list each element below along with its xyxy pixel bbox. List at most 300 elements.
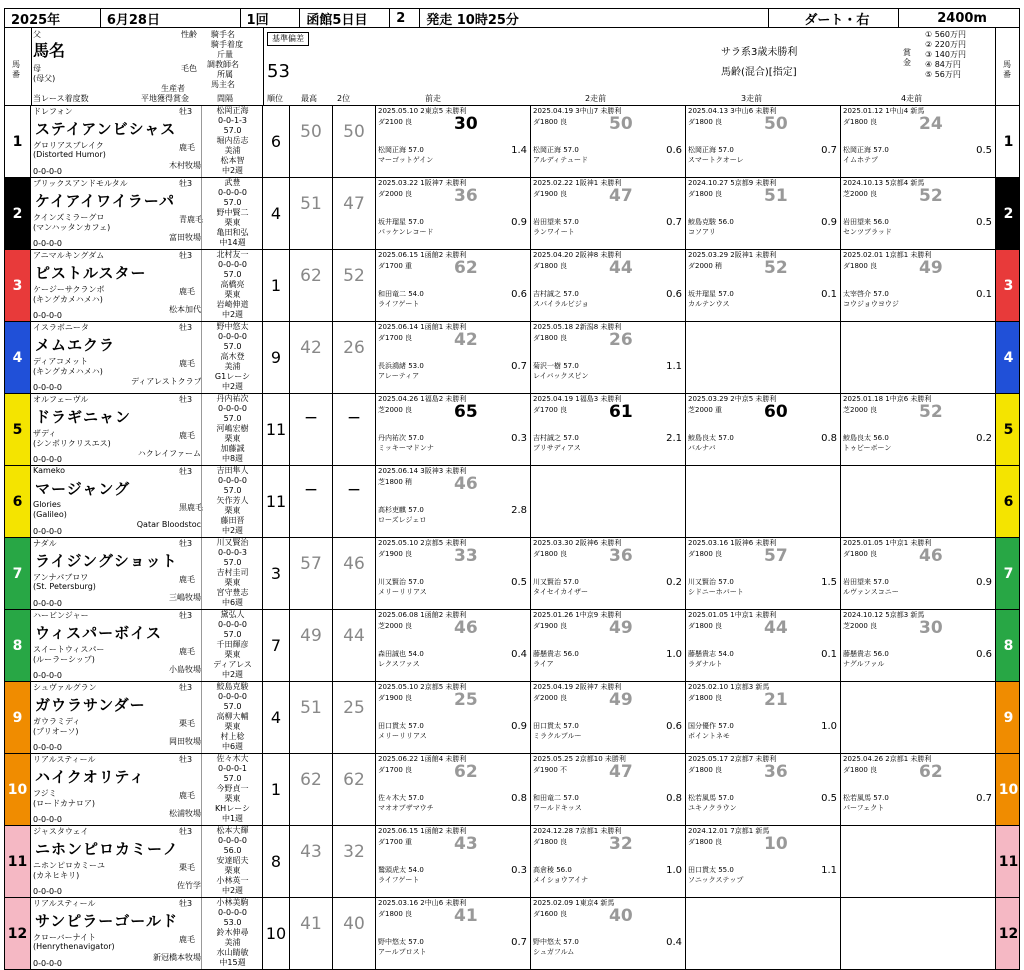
past-race-1[interactable] [376, 394, 531, 465]
past-race-3[interactable] [686, 610, 841, 681]
race-index: 52 [919, 186, 943, 206]
sire-name: ナダル [33, 539, 57, 548]
race-index: 60 [764, 402, 788, 422]
horse-info [31, 538, 263, 609]
race-cond: ダ1800 良 [688, 190, 723, 198]
race-index: 51 [764, 186, 788, 206]
jockey-field: 57.0 [223, 630, 242, 639]
jockey-field: 美浦 [224, 362, 241, 371]
prize-2: ② 220万円 [925, 40, 966, 49]
race-date: 2025.03.30 2阪神6 未勝利 [533, 539, 622, 547]
past-race-2[interactable] [531, 898, 686, 969]
horse-number-right: 1 [995, 106, 1020, 177]
horse-name[interactable]: ドラギニャン [35, 408, 132, 426]
race-winner: レイバックスピン [533, 372, 589, 380]
horse-row[interactable] [4, 682, 1020, 754]
horse-row[interactable] [4, 754, 1020, 826]
col-owner: 馬主名 [211, 80, 235, 89]
past-race-1[interactable] [376, 106, 531, 177]
race-cond: ダ1800 良 [843, 766, 878, 774]
race-cond: ダ2000 稍 [688, 262, 723, 270]
jockey-field: 57.0 [223, 414, 242, 423]
race-date: 2025.06.14 1函館1 未勝利 [378, 323, 467, 331]
past-race-1[interactable] [376, 250, 531, 321]
past-race-2[interactable] [531, 250, 686, 321]
index-second [333, 250, 376, 321]
past-race-3[interactable] [686, 826, 841, 897]
race-cond: ダ1900 良 [378, 550, 413, 558]
race-winner: アレーティア [378, 372, 420, 380]
jockey-field: 武豊 [224, 178, 241, 187]
rank: 11 [263, 394, 290, 465]
horse-name[interactable]: ニホンピロカミーノ [35, 840, 179, 858]
race-cond: 馬齢(混合)[指定] [721, 67, 797, 78]
jockey-block [201, 754, 263, 825]
past-race-4 [841, 322, 996, 393]
horse-row[interactable] [4, 466, 1020, 538]
race-margin: 2.1 [666, 433, 682, 444]
horse-number-right: 12 [995, 898, 1020, 969]
jockey-field: 川又賢治 [216, 538, 249, 547]
sex-age: 牡3 [179, 251, 193, 260]
breeder: 新冠橋本牧場 [153, 953, 201, 962]
col-uma: 馬番 [12, 60, 20, 79]
race-index: 36 [454, 186, 478, 206]
dam-name: グロリアスブレイク [33, 141, 104, 150]
race-jockey: 佐々木大 57.0 [378, 794, 424, 802]
race-cond: ダ1700 良 [378, 766, 413, 774]
race-index: 24 [919, 114, 943, 134]
race-winner: ミラクルブルー [533, 732, 582, 740]
broodmare-sire: (マンハッタンカフェ) [33, 223, 111, 232]
index-second [333, 754, 376, 825]
past-race-1[interactable] [376, 538, 531, 609]
jockey-field: 栗東 [224, 722, 241, 731]
horse-name[interactable]: ケイアイワイラーパ [35, 192, 175, 210]
past-race-1[interactable] [376, 898, 531, 969]
past-race-2[interactable] [531, 106, 686, 177]
horse-name[interactable]: ステイアンビシャス [35, 120, 177, 138]
race-date: 2024.10.27 5京都9 未勝利 [688, 179, 777, 187]
horse-row[interactable] [4, 250, 1020, 322]
race-winner: ライフゲート [378, 300, 420, 308]
race-jockey: 藤懸貴志 54.0 [688, 650, 734, 658]
coat-color: 鹿毛 [179, 143, 195, 152]
col-coat: 毛色 [181, 64, 197, 73]
index-value: − [346, 480, 362, 500]
horse-info [31, 106, 263, 177]
coat-color: 鹿毛 [179, 431, 195, 440]
jockey-field: 美浦 [224, 938, 241, 947]
past-race-1[interactable] [376, 466, 531, 537]
race-margin: 0.7 [821, 145, 837, 156]
race-winner: バルナバ [688, 444, 716, 452]
race-cond: ダ1800 良 [688, 694, 723, 702]
race-jockey: 鮫島良太 57.0 [688, 434, 734, 442]
horse-number-right: 10 [995, 754, 1020, 825]
horse-info [31, 394, 263, 465]
race-index: 40 [609, 906, 633, 926]
race-date: 2025.05.18 2新潟8 未勝利 [533, 323, 622, 331]
broodmare-sire: (カネヒキリ) [33, 871, 80, 880]
broodmare-sire: (ルーラーシップ) [33, 655, 95, 664]
past-race-1[interactable] [376, 826, 531, 897]
horse-name[interactable]: ライジングショット [35, 552, 178, 570]
race-margin: 0.6 [666, 721, 682, 732]
race-index: 42 [454, 330, 478, 350]
sire-name: イスラボニータ [33, 323, 89, 332]
index-value: 44 [343, 626, 365, 646]
jockey-field: 0-0-0-0 [217, 620, 248, 629]
race-margin: 1.1 [821, 865, 837, 876]
jockey-field: 中2週 [221, 670, 244, 679]
horse-row[interactable] [4, 106, 1020, 178]
past-race-3[interactable] [686, 754, 841, 825]
index-second [333, 394, 376, 465]
coat-color: 鹿毛 [179, 359, 195, 368]
index-second [333, 538, 376, 609]
race-margin: 1.1 [666, 361, 682, 372]
rank: 3 [263, 538, 290, 609]
horse-number-right: 7 [995, 538, 1020, 609]
race-cond: ダ1800 良 [533, 838, 568, 846]
jockey-field: 高柳大輔 [216, 712, 249, 721]
race-cond: ダ1700 重 [378, 262, 413, 270]
broodmare-sire: (プリオーソ) [33, 727, 79, 736]
race-winner: メリーリリアス [378, 732, 427, 740]
prev3-label: 3走前 [741, 94, 763, 103]
horse-info [31, 898, 263, 969]
horse-number: 12 [5, 898, 31, 969]
index-best [290, 754, 333, 825]
broodmare-sire: (Henrythenavigator) [33, 942, 115, 951]
race-margin: 0.9 [976, 577, 992, 588]
jockey-field: 57.0 [223, 198, 242, 207]
race-cond: 芝2000 良 [378, 622, 413, 630]
past-race-2[interactable] [531, 826, 686, 897]
sire-name: ブリックスアンドモルタル [33, 179, 128, 188]
dam-name: ザディ [33, 429, 57, 438]
past-race-4[interactable] [841, 610, 996, 681]
past-race-4 [841, 682, 996, 753]
breeder: 岡田牧場 [169, 737, 201, 746]
horse-info [31, 466, 263, 537]
horse-number-right: 8 [995, 610, 1020, 681]
horse-row[interactable] [4, 826, 1020, 898]
index-value: 51 [300, 698, 322, 718]
jockey-field: 矢作芳人 [216, 496, 249, 505]
prize-5: ⑤ 56万円 [925, 70, 961, 79]
past-race-4[interactable] [841, 250, 996, 321]
past-race-3[interactable] [686, 394, 841, 465]
race-index: 49 [919, 258, 943, 278]
race-index: 43 [454, 834, 478, 854]
race-cond: ダ1800 良 [378, 910, 413, 918]
rank: 4 [263, 682, 290, 753]
dam-name: クインズミラーグロ [33, 213, 105, 222]
jockey-field: 0-0-1-3 [217, 116, 248, 125]
horse-row[interactable] [4, 610, 1020, 682]
index-value: 57 [300, 554, 322, 574]
horse-row[interactable] [4, 898, 1020, 970]
race-cond: ダ1800 良 [688, 118, 723, 126]
past-race-2[interactable] [531, 178, 686, 249]
horse-name[interactable]: ガウラサンダー [35, 696, 146, 714]
year: 2025年 [5, 9, 101, 27]
horse-name[interactable]: メムエクラ [35, 336, 116, 354]
track: 函館5日目 [300, 9, 390, 27]
sex-age: 牡3 [179, 467, 193, 476]
horse-row[interactable] [4, 394, 1020, 466]
jockey-field: 0-0-0-0 [217, 836, 248, 845]
course-record: 0-0-0-0 [33, 311, 63, 320]
past-race-4[interactable] [841, 394, 996, 465]
race-margin: 0.2 [666, 577, 682, 588]
sire-name: リアルスティール [33, 899, 96, 908]
sire-name: シュヴァルグラン [33, 683, 97, 692]
index-best [290, 178, 333, 249]
race-jockey: 鮫島良太 56.0 [843, 434, 889, 442]
jockey-field: 加藤誠 [220, 444, 245, 453]
race-date: 2025.01.18 1中京6 未勝利 [843, 395, 932, 403]
race-jockey: 川又賢治 57.0 [378, 578, 424, 586]
race-winner: メイショウアイナ [533, 876, 589, 884]
race-index: 30 [919, 618, 943, 638]
past-race-3 [686, 466, 841, 537]
jockey-field: 中2週 [221, 166, 244, 175]
jockey-field: 中14週 [219, 238, 246, 247]
past-race-4[interactable] [841, 754, 996, 825]
jockey-field: 56.0 [223, 846, 242, 855]
past-race-4 [841, 466, 996, 537]
race-date: 2025.04.19 1福島3 未勝利 [533, 395, 622, 403]
jockey-field: 松本智 [220, 156, 245, 165]
race-margin: 0.6 [666, 289, 682, 300]
jockey-block [201, 538, 263, 609]
jockey-field: 栗東 [224, 650, 241, 659]
race-margin: 0.7 [666, 217, 682, 228]
race-index: 36 [764, 762, 788, 782]
race-index: 62 [454, 762, 478, 782]
past-race-4 [841, 826, 996, 897]
race-jockey: 川又賢治 57.0 [688, 578, 734, 586]
index-best [290, 538, 333, 609]
race-index: 62 [454, 258, 478, 278]
horse-info [31, 178, 263, 249]
race-date: 2025.06.15 1函館2 未勝利 [378, 251, 467, 259]
race-date: 2025.02.09 1東京4 新馬 [533, 899, 615, 907]
horse-number: 9 [5, 682, 31, 753]
broodmare-sire: (キングカメハメハ) [33, 295, 103, 304]
past-race-4[interactable] [841, 538, 996, 609]
jockey-block [201, 322, 263, 393]
horse-number: 4 [5, 322, 31, 393]
race-margin: 1.5 [821, 577, 837, 588]
race-margin: 0.7 [511, 361, 527, 372]
breeder: 富田牧場 [169, 233, 201, 242]
rank: 4 [263, 178, 290, 249]
race-index: 25 [454, 690, 478, 710]
horse-number-right: 11 [995, 826, 1020, 897]
race-winner: ソニックステップ [688, 876, 744, 884]
past-race-2[interactable] [531, 394, 686, 465]
best-label: 最高 [301, 94, 317, 103]
race-jockey: 松若風馬 57.0 [843, 794, 889, 802]
race-margin: 0.9 [511, 217, 527, 228]
index-second [333, 826, 376, 897]
jockey-block [201, 898, 263, 969]
broodmare-sire: (Galileo) [33, 510, 67, 519]
race-cond: ダ1800 良 [688, 550, 723, 558]
index-best [290, 610, 333, 681]
past-race-2[interactable] [531, 322, 686, 393]
past-race-1[interactable] [376, 754, 531, 825]
column-header [4, 28, 1020, 106]
horse-info [31, 826, 263, 897]
race-jockey: 川又賢治 57.0 [533, 578, 579, 586]
jockey-field: 栗東 [224, 578, 241, 587]
past-race-3[interactable] [686, 682, 841, 753]
jockey-field: 河嶋宏樹 [216, 424, 249, 433]
horse-name[interactable]: ウィスパーボイス [35, 624, 162, 642]
race-date: 2025.02.22 1阪神1 未勝利 [533, 179, 622, 187]
past-race-2[interactable] [531, 538, 686, 609]
past-race-1[interactable] [376, 322, 531, 393]
horse-name[interactable]: サンピラーゴールド [35, 912, 178, 930]
jockey-field: 中8週 [221, 454, 244, 463]
past-race-3[interactable] [686, 538, 841, 609]
race-index: 61 [609, 402, 633, 422]
race-date: 2025.05.17 2京都7 未勝利 [688, 755, 777, 763]
race-winner: コウジョウヨウジ [843, 300, 899, 308]
horse-number: 6 [5, 466, 31, 537]
race-date: 2025.05.10 2京都5 未勝利 [378, 539, 467, 547]
sex-age: 牡3 [179, 899, 193, 908]
race-jockey: 和田竜二 54.0 [378, 290, 424, 298]
race-jockey: 田口貫太 55.0 [688, 866, 734, 874]
race-winner: パッケンレコード [378, 228, 434, 236]
past-race-2[interactable] [531, 610, 686, 681]
past-race-3[interactable] [686, 250, 841, 321]
prev1-label: 前走 [425, 94, 441, 103]
horse-name[interactable]: ハイクオリティ [35, 768, 146, 786]
race-winner: ラダナルト [688, 660, 723, 668]
race-winner: ワールドキッス [533, 804, 582, 812]
jockey-field: 佐々木大 [216, 754, 249, 763]
race-margin: 0.5 [976, 145, 992, 156]
jockey-field: G1レーシ [214, 372, 251, 381]
race-index: 65 [454, 402, 478, 422]
index-value: 62 [300, 770, 322, 790]
sire-name: オルフェーヴル [33, 395, 89, 404]
past-race-1[interactable] [376, 610, 531, 681]
broodmare-sire: (キングカメハメハ) [33, 367, 103, 376]
race-winner: ミッキーマドンナ [378, 444, 434, 452]
jockey-field: 吉村圭司 [216, 568, 249, 577]
col-uma-right: 馬番 [1003, 60, 1011, 79]
race-date: 2025.04.20 2阪神8 未勝利 [533, 251, 622, 259]
race-date: 2025.06.15 1函館2 未勝利 [378, 827, 467, 835]
horse-row[interactable] [4, 178, 1020, 250]
coat-color: 鹿毛 [179, 791, 195, 800]
horse-row[interactable] [4, 538, 1020, 610]
index-value: − [346, 408, 362, 428]
jockey-field: 松本大輝 [216, 826, 249, 835]
race-cond: ダ1800 良 [843, 262, 878, 270]
col-sex: 性齢 [181, 30, 197, 39]
race-jockey: 松若風馬 57.0 [688, 794, 734, 802]
race-cond: ダ1800 良 [533, 334, 568, 342]
race-cond: 芝1800 稍 [378, 478, 413, 486]
jockey-field: 黛弘人 [220, 610, 245, 619]
jockey-field: 中2週 [221, 382, 244, 391]
race-jockey: 松岡正海 57.0 [378, 146, 424, 154]
past-race-3[interactable] [686, 178, 841, 249]
past-race-1[interactable] [376, 178, 531, 249]
breeder: 三嶋牧場 [169, 593, 201, 602]
race-date: 2025.06.08 1函館2 未勝利 [378, 611, 467, 619]
race-margin: 1.0 [821, 721, 837, 732]
jockey-field: 千田輝彦 [216, 640, 249, 649]
jockey-field: ディアレス [213, 660, 252, 669]
course-record: 0-0-0-0 [33, 671, 63, 680]
race-date: 2025.06.14 3阪神3 未勝利 [378, 467, 467, 475]
index-value: 62 [300, 266, 322, 286]
past-race-2[interactable] [531, 754, 686, 825]
past-race-3[interactable] [686, 106, 841, 177]
jockey-field: 0-0-0-0 [217, 188, 248, 197]
past-race-4[interactable] [841, 178, 996, 249]
jockey-field: 57.0 [223, 342, 242, 351]
sire-name: ハービンジャー [33, 611, 89, 620]
horse-row[interactable] [4, 322, 1020, 394]
race-date: 2025.05.25 2京都10 未勝利 [533, 755, 626, 763]
rank: 1 [263, 754, 290, 825]
horse-number: 1 [5, 106, 31, 177]
rank: 10 [263, 898, 290, 969]
race-margin: 0.8 [821, 433, 837, 444]
jockey-field: 0-0-0-3 [217, 548, 248, 557]
past-race-4[interactable] [841, 106, 996, 177]
dam-name: ガウラミディ [33, 717, 81, 726]
past-race-1[interactable] [376, 682, 531, 753]
race-cond: ダ1900 不 [533, 766, 568, 774]
col-jrec: 騎手着度 [211, 40, 243, 49]
race-winner: シュガフルム [533, 948, 575, 956]
jockey-field: 安達昭夫 [216, 856, 249, 865]
sex-age: 牡3 [179, 611, 193, 620]
race-winner: アルディテュード [533, 156, 588, 164]
race-date: 2025.03.22 1阪神7 未勝利 [378, 179, 467, 187]
horse-number-right: 4 [995, 322, 1020, 393]
race-jockey: 野中悠太 57.0 [533, 938, 579, 946]
race-margin: 0.1 [821, 649, 837, 660]
index-value: 40 [343, 914, 365, 934]
sire-name: ジャスタウェイ [33, 827, 89, 836]
horse-number: 2 [5, 178, 31, 249]
race-winner: ユキノクラウン [688, 804, 737, 812]
date: 6月28日 [101, 9, 241, 27]
race-date: 2025.02.01 1京都1 未勝利 [843, 251, 932, 259]
horse-name[interactable]: マージャング [35, 480, 131, 498]
index-second [333, 178, 376, 249]
past-race-2[interactable] [531, 682, 686, 753]
horse-number-right: 2 [995, 178, 1020, 249]
horse-name[interactable]: ピストルスター [35, 264, 147, 282]
race-date: 2025.01.05 1中京1 未勝利 [843, 539, 932, 547]
base-value: 53 [267, 61, 290, 82]
jockey-field: 0-0-0-0 [217, 476, 248, 485]
